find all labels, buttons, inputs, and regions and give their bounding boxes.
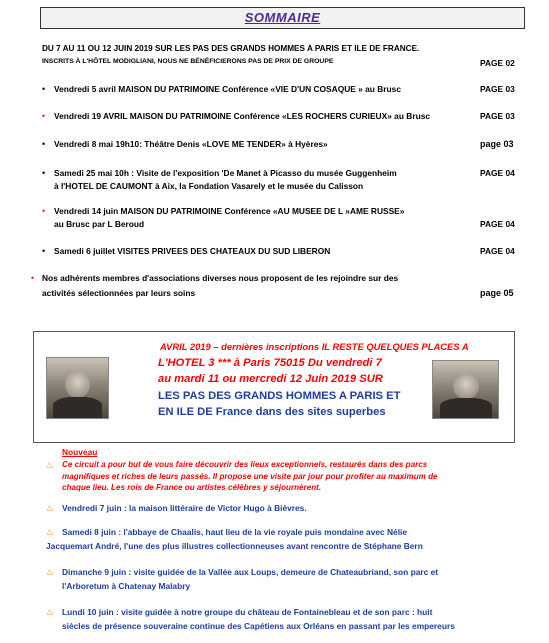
victor-hugo-portrait	[46, 357, 109, 419]
item-2-page: page 03	[480, 139, 514, 149]
day-2-line-2: l'Arboretum à Chatenay Malabry	[62, 581, 191, 591]
title-box	[40, 7, 525, 29]
banner-red-line-2: L'HOTEL 3 *** à Paris 75015 Du vendredi 7	[158, 357, 382, 369]
flame-icon: ♨	[46, 460, 55, 470]
day-1-line-1: Samedi 8 juin : l'abbaye de Chaalis, haut lieu de la vie royale puis mondaine avec Nélie	[62, 527, 408, 537]
nouveau-label: Nouveau	[62, 447, 98, 457]
item-0-line-1: Vendredi 5 avril MAISON DU PATRIMOINE Conférence «VIE D'UN COSAQUE » au Brusc	[54, 84, 401, 94]
item-1-line-1: Vendredi 19 AVRIL MAISON DU PATRIMOINE Conférence «LES ROCHERS CURIEUX» au Brusc	[54, 111, 431, 121]
item-5-line-1: Samedi 6 juillet VISITES PRIVEES DES CHATEAUX DU SUD LIBERON	[54, 246, 331, 256]
banner-blue-line-1: LES PAS DES GRANDS HOMMES A PARIS ET	[158, 390, 401, 402]
item-3-line-1: Samedi 25 mai 10h : Visite de l'exposition 'De Manet à Picasso du musée Guggenheim	[54, 168, 397, 178]
program-intro-line-1: Ce circuit a pour but de vous faire découvrir des lieux exceptionnels, restaurés dans des parcs	[62, 460, 428, 469]
banner-red-line-1: AVRIL 2019 – dernières inscriptions IL RESTE QUELQUES PLACES A	[160, 341, 469, 352]
chateaubriand-portrait	[432, 360, 499, 419]
item-4-line-1: Vendredi 14 juin MAISON DU PATRIMOINE Conférence «AU MUSEE DE L »AME RUSSE»	[54, 206, 405, 216]
item-1-page: PAGE 03	[480, 111, 515, 121]
day-0-line-1: Vendredi 7 juin : la maison littéraire de Victor Hugo à Bièvres.	[62, 503, 307, 513]
bullet: •	[31, 273, 35, 283]
item-2-line-1: Vendredi 8 mai 19h10: Théâtre Denis «LOVE ME TENDER» à Hyères»	[54, 139, 328, 149]
bullet: •	[42, 246, 46, 256]
intro-page: PAGE 02	[480, 58, 515, 68]
flame-icon: ♨	[46, 607, 55, 617]
flame-icon: ♨	[46, 527, 55, 537]
program-intro	[62, 459, 524, 494]
banner-red-line-3: au mardi 11 ou mercredi 12 Juin 2019 SUR	[158, 373, 383, 385]
bullet: •	[42, 84, 46, 94]
bullet: •	[42, 111, 46, 121]
bullet: •	[42, 139, 46, 149]
program-intro-line-3: chaque lieu. Les rois de France ou artistes célèbres y séjournèrent.	[62, 483, 322, 493]
day-1-line-2: Jacquemart André, l'une des plus illustres collectionneuses avant rencontre de Stéphane Bern	[46, 541, 423, 551]
day-2-line-1: Dimanche 9 juin : visite guidée de la Vallée aux Loups, demeure de Chateaubriand, son parc et	[62, 567, 439, 577]
item-3-line-2: à l'HOTEL DE CAUMONT à Aix, la Fondation Vasarely et le musée du Calisson	[54, 181, 364, 191]
item-6-line-1: Nos adhérents membres d'associations diverses nous proposent de les rejoindre sur des	[42, 273, 399, 283]
page-title: SOMMAIRE	[244, 10, 321, 25]
item-6-line-2: activités sélectionnées par leurs soins	[42, 288, 196, 298]
intro-line-2: INSCRITS À L'HÔTEL MODIGLIANI, NOUS NE BÉNÉFICIERONS PAS DE PRIX DE GROUPE	[42, 58, 334, 65]
item-3-page: PAGE 04	[480, 168, 515, 178]
intro-line-1: DU 7 AU 11 OU 12 JUIN 2019 SUR LES PAS DES GRANDS HOMMES A PARIS ET ILE DE FRANCE.	[42, 44, 420, 53]
flame-icon: ♨	[46, 567, 55, 577]
program-intro-line-2: magnifiques et riches de leurs passés. Il propose une visite par jour pour profiter au maximum de	[62, 471, 438, 481]
banner-blue-line-2: EN ILE DE France dans des sites superbes	[158, 406, 386, 418]
item-6-page: page 05	[480, 288, 514, 298]
day-3-line-1: Lundi 10 juin : visite guidée à notre groupe du château de Fontainebleau et de son parc : huit	[62, 607, 433, 617]
item-5-page: PAGE 04	[480, 246, 515, 256]
item-4-line-2: au Brusc par L Beroud	[54, 219, 145, 229]
item-0-page: PAGE 03	[480, 84, 515, 94]
flame-icon: ♨	[46, 503, 55, 513]
day-3-line-2: siècles de présence souveraine continue des Capétiens aux Orléans en passant par les empereurs	[62, 621, 455, 631]
bullet: •	[42, 206, 46, 216]
item-4-page: PAGE 04	[480, 219, 515, 229]
bullet: •	[42, 168, 46, 178]
